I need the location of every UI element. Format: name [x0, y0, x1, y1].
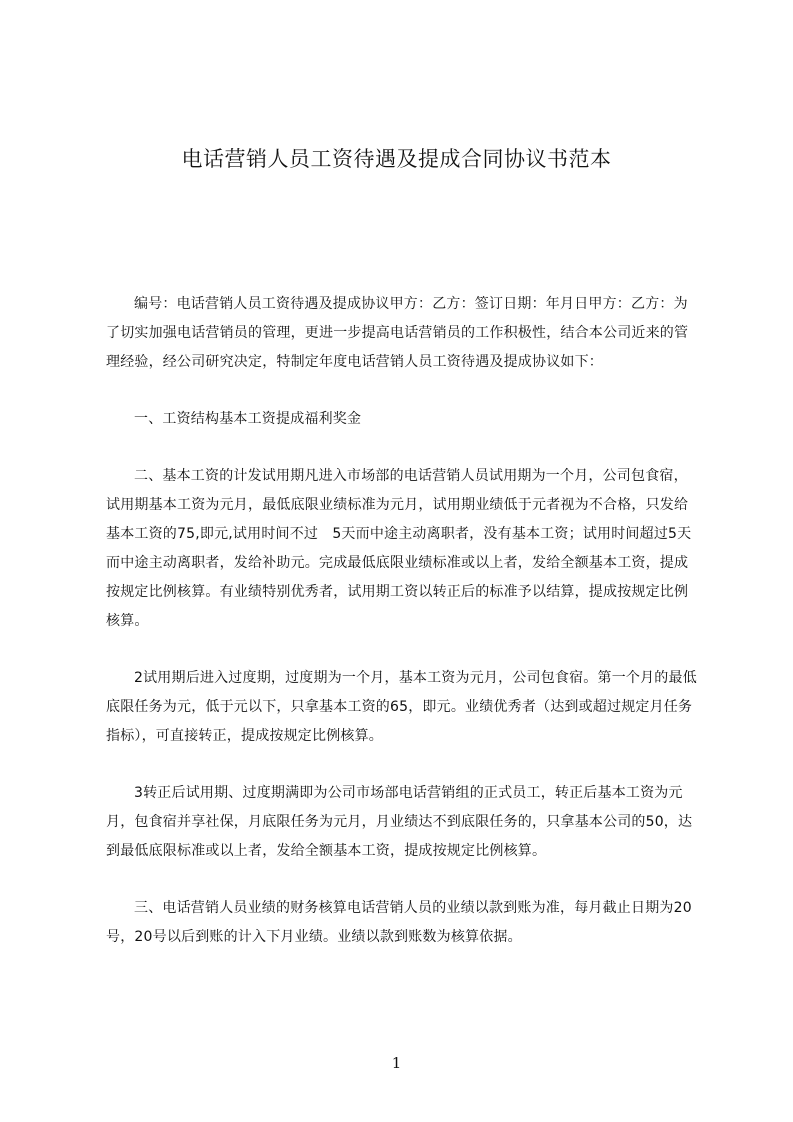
- paragraph-gap: [106, 866, 700, 894]
- paragraph-transition-period: 2试用期后进入过度期，过度期为一个月，基本工资为元月，公司包食宿。第一个月的最低底限任务为元，低于元以下，只拿基本工资的65，即元。业绩优秀者（达到或超过规定月任务指标），可直接转正，提成按规定比例核算。: [106, 670, 697, 744]
- paragraph-gap: [106, 636, 700, 664]
- paragraph-gap: [106, 377, 700, 405]
- paragraph-gap: [106, 751, 700, 779]
- document-title: 电话营销人员工资待遇及提成合同协议书范本: [181, 147, 612, 171]
- page-number: 1: [391, 1054, 402, 1072]
- paragraph-gap: [106, 434, 700, 462]
- document-body: [106, 290, 700, 952]
- paragraph-regular-employee: 3转正后试用期、过度期满即为公司市场部电话营销组的正式员工，转正后基本工资为元月，包食宿并享社保，月底限任务为元月，月业绩达不到底限任务的，只拿基本公司的50，达到最低底限标准或以上者，发给全额基本工资，提成按规定比例核算。: [106, 785, 693, 859]
- paragraph-preamble: 编号：电话营销人员工资待遇及提成协议甲方：乙方：签订日期：年月日甲方：乙方：为了切实加强电话营销员的管理，更进一步提高电话营销员的工作积极性，结合本公司近来的管理经验，经公司研究决定，特制定年度电话营销人员工资待遇及提成协议如下：: [106, 296, 689, 370]
- paragraph-base-salary: 二、基本工资的计发试用期凡进入市场部的电话营销人员试用期为一个月，公司包食宿，试用期基本工资为元月，最低底限业绩标准为元月，试用期业绩低于元者视为不合格，只发给基本工资的75,即元,试用时间不过 5天而中途主动离职者，没有基本工资；试用时间超过5天而中途主动离职者，发给补助元。完成最低底限业绩标准或以上者，发给全额基本工资，提成按规定比例核算。有业绩特别优秀者，试用期工资以转正后的标准予以结算，提成按规定比例核算。: [106, 468, 692, 629]
- paragraph-performance-accounting: 三、电话营销人员业绩的财务核算电话营销人员的业绩以款到账为准，每月截止日期为20号，20号以后到账的计入下月业绩。业绩以款到账数为核算依据。: [106, 900, 692, 945]
- paragraph-salary-structure: 一、工资结构基本工资提成福利奖金: [134, 411, 362, 427]
